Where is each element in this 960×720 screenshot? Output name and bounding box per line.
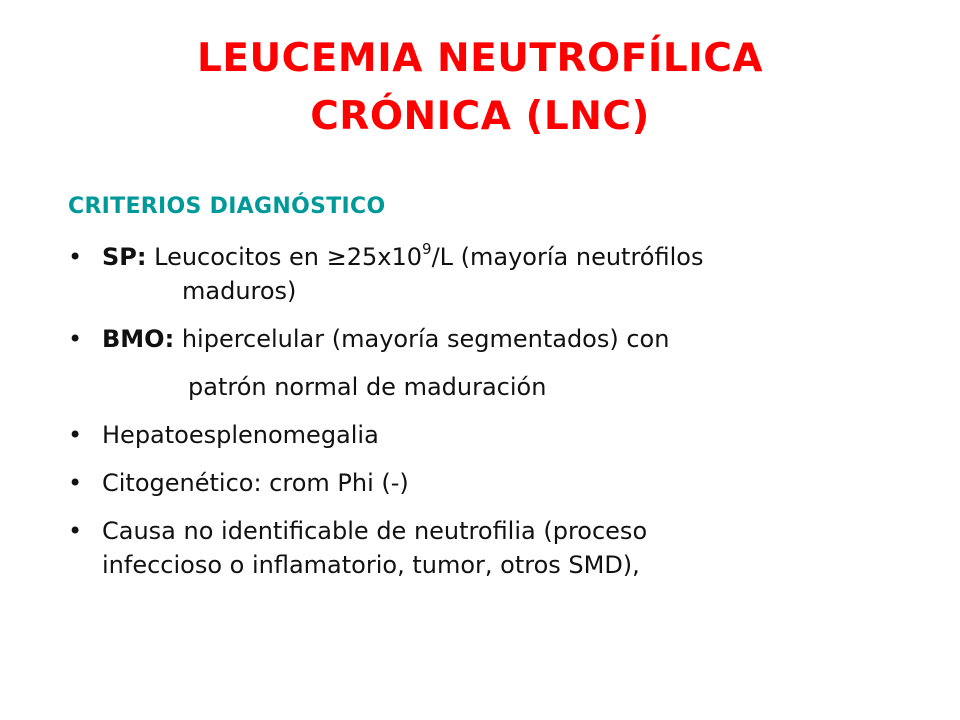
citogenetico-text: Citogenético: crom Phi (-) (102, 469, 409, 497)
bullet-icon: • (68, 421, 83, 449)
title-line-2: CRÓNICA (LNC) (310, 94, 650, 139)
bmo-text: hipercelular (mayoría segmentados) con (181, 325, 670, 353)
causa-line-2: infeccioso o inflamatorio, tumor, otros SMD), (102, 551, 640, 579)
sp-text-after: /L (mayoría neutrófilos (431, 243, 704, 271)
bmo-continuation: patrón normal de maduración (188, 373, 547, 401)
sp-line-1 (102, 240, 928, 274)
slide-title (0, 30, 960, 146)
hepato-text: Hepatoesplenomegalia (102, 421, 379, 449)
causa-line-1: Causa no identificable de neutrofilia (proceso (102, 517, 648, 545)
bullet-icon: • (68, 243, 83, 271)
bullet-icon: • (68, 469, 83, 497)
sp-line-2: maduros) (182, 277, 297, 305)
sp-superscript: 9 (422, 240, 432, 258)
bullet-icon: • (68, 517, 83, 545)
bullet-icon: • (68, 325, 83, 353)
criteria-list (68, 240, 928, 582)
sp-text: Leucocitos en ≥25x10 (154, 243, 423, 271)
list-item-bmo (68, 322, 928, 356)
list-item-citogenetico (68, 466, 928, 500)
title-line-1: LEUCEMIA NEUTROFÍLICA (196, 36, 764, 81)
list-item-causa (68, 514, 928, 582)
list-item-hepato (68, 418, 928, 452)
sp-label: SP: (102, 243, 147, 271)
list-item-sp (68, 240, 928, 308)
section-subheading: CRITERIOS DIAGNÓSTICO (68, 194, 386, 219)
bmo-label: BMO: (102, 325, 175, 353)
